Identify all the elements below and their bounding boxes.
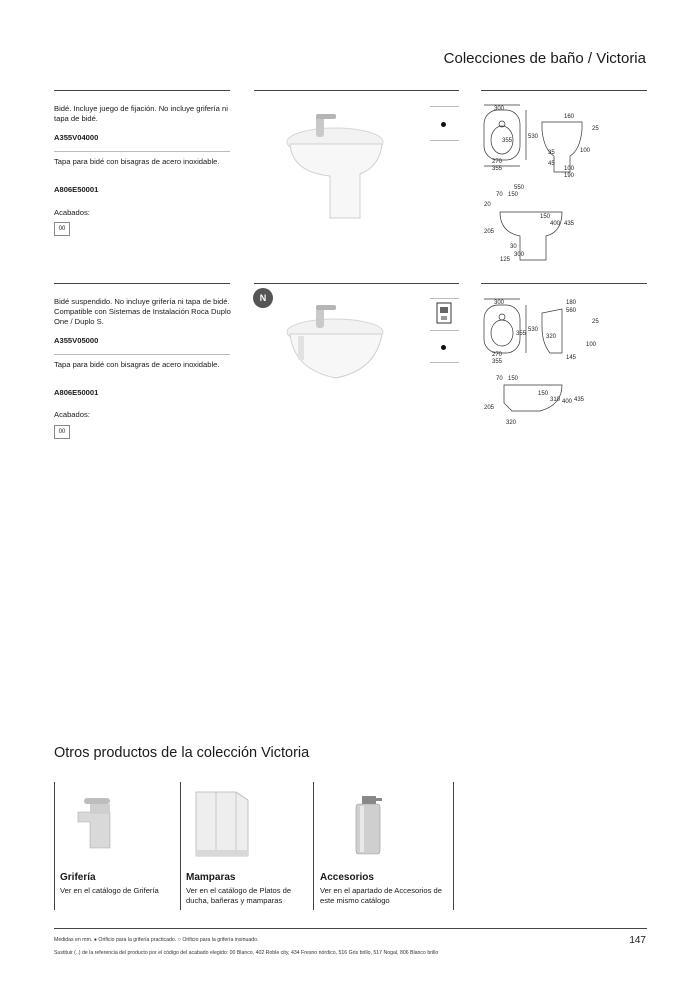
divider [430, 298, 459, 299]
divider [430, 106, 459, 107]
dim-label: 70 [496, 376, 503, 382]
dim-label: 435 [564, 221, 575, 227]
divider [430, 330, 459, 331]
card-mamparas-title: Mamparas [186, 872, 236, 883]
dim-label: 190 [564, 173, 575, 179]
dim-label: 150 [508, 376, 519, 382]
dim-label: 300 [514, 252, 525, 258]
dim-label: 125 [500, 257, 511, 263]
product-1-finishes-label: Acabados: [54, 208, 90, 217]
card-griferia[interactable] [60, 788, 174, 863]
dim-label: 435 [574, 397, 585, 403]
finish-swatch[interactable]: 00 [54, 425, 70, 439]
divider [54, 90, 230, 91]
faucet-image [60, 788, 160, 858]
divider [54, 283, 230, 284]
dim-label: 270 [492, 159, 503, 165]
dim-label: 530 [528, 327, 539, 333]
dim-label: 20 [484, 202, 491, 208]
shower-enclosure-image [186, 788, 266, 860]
soap-dispenser-image [320, 788, 420, 860]
footer-note-2: Sustituir (..) de la referencia del producto por el código del acabado elegido: 00 Blanco, 402 Roble city, 434 Fresno nórdico, 516 Gris brillo, 517 Nogal, 806 Blanco brillo [54, 950, 439, 956]
divider [430, 362, 459, 363]
footer-note-suggested: Orificio para la grifería insinuado. [182, 937, 259, 943]
divider [254, 90, 459, 91]
card-accesorios-title: Accesorios [320, 872, 374, 883]
dim-label: 550 [514, 185, 525, 191]
card-griferia-title: Grifería [60, 872, 96, 883]
dim-label: 355 [492, 359, 503, 365]
dim-label: 145 [566, 355, 577, 361]
divider [254, 283, 459, 284]
dim-label: 300 [494, 300, 505, 306]
dim-label: 320 [546, 334, 557, 340]
product-1-description: Bidé. Incluye juego de fijación. No incluye grifería ni tapa de bidé. [54, 104, 228, 123]
divider [453, 782, 454, 910]
dim-label: 30 [510, 244, 517, 250]
dim-label: 35 [548, 150, 555, 156]
footer-note-1 [54, 937, 258, 943]
dim-label: 70 [496, 192, 503, 198]
card-mamparas-text: Ver en el catálogo de Platos de ducha, bañeras y mamparas [186, 886, 292, 905]
dim-label: 300 [494, 106, 505, 112]
dim-label: 100 [580, 148, 591, 154]
dim-label: 150 [540, 214, 551, 220]
product-2-accessory-code: A806E50001 [54, 388, 99, 397]
divider [54, 782, 55, 910]
product-2-code: A355V05000 [54, 336, 99, 345]
footer-note-practiced: Orificio para la grifería practicado. [98, 937, 177, 943]
finish-swatch[interactable]: 00 [54, 222, 70, 236]
divider [180, 782, 181, 910]
product-1-accessory-code: A806E50001 [54, 185, 99, 194]
dim-label: 320 [506, 420, 517, 426]
card-mamparas[interactable] [186, 788, 306, 865]
dim-label: 25 [592, 319, 599, 325]
dim-label: 530 [528, 134, 539, 140]
card-accesorios-text: Ver en el apartado de Accesorios de este mismo catálogo [320, 886, 443, 905]
dim-label: 25 [592, 126, 599, 132]
dim-label: 150 [538, 391, 549, 397]
dim-label: 160 [564, 114, 575, 120]
dim-label: 400 [550, 221, 561, 227]
page-title: Colecciones de baño / Victoria [443, 50, 646, 67]
technical-drawing-2 [480, 293, 650, 433]
product-1-code: A355V04000 [54, 133, 99, 142]
dim-label: 400 [562, 399, 573, 405]
product-2-accessory-description: Tapa para bidé con bisagras de acero inoxidable. [54, 360, 220, 369]
dim-label: 100 [564, 166, 575, 172]
divider [313, 782, 314, 910]
dim-label: 355 [502, 138, 513, 144]
dim-label: 45 [548, 161, 555, 167]
installation-frame-icon [436, 302, 452, 324]
dim-label: 355 [492, 166, 503, 172]
card-griferia-text: Ver en el catálogo de Grifería [60, 886, 159, 895]
wall-bidet-image [280, 296, 400, 391]
tap-hole-dot-icon [441, 345, 446, 350]
filled-dot-icon: ● [93, 937, 97, 943]
dim-label: 100 [586, 342, 597, 348]
divider [54, 151, 230, 152]
dim-label: 150 [508, 192, 519, 198]
footer-divider [54, 928, 647, 929]
dim-label: 560 [566, 308, 577, 314]
tap-hole-dot-icon [441, 122, 446, 127]
dim-label: 205 [484, 229, 495, 235]
new-badge: N [253, 288, 273, 308]
product-1-accessory-description: Tapa para bidé con bisagras de acero inoxidable. [54, 157, 220, 166]
divider [430, 140, 459, 141]
divider [481, 283, 647, 284]
technical-drawing-1 [480, 100, 650, 268]
card-accesorios[interactable] [320, 788, 448, 865]
page-number: 147 [629, 935, 646, 946]
divider [54, 354, 230, 355]
collection-title: Otros productos de la colección Victoria [54, 745, 310, 761]
dim-label: 270 [492, 352, 503, 358]
dim-label: 355 [516, 331, 527, 337]
product-2-finishes-label: Acabados: [54, 410, 90, 419]
floor-bidet-image [280, 100, 400, 225]
product-2-description: Bidé suspendido. No incluye grifería ni tapa de bidé. Compatible con Sistemas de Instalación Roca Duplo One / Duplo S. [54, 297, 231, 326]
empty-dot-icon: ○ [177, 937, 181, 943]
footer-note-units: Medidas en mm. [54, 937, 93, 943]
dim-label: 205 [484, 405, 495, 411]
dim-label: 310 [550, 397, 561, 403]
divider [481, 90, 647, 91]
dim-label: 180 [566, 300, 577, 306]
